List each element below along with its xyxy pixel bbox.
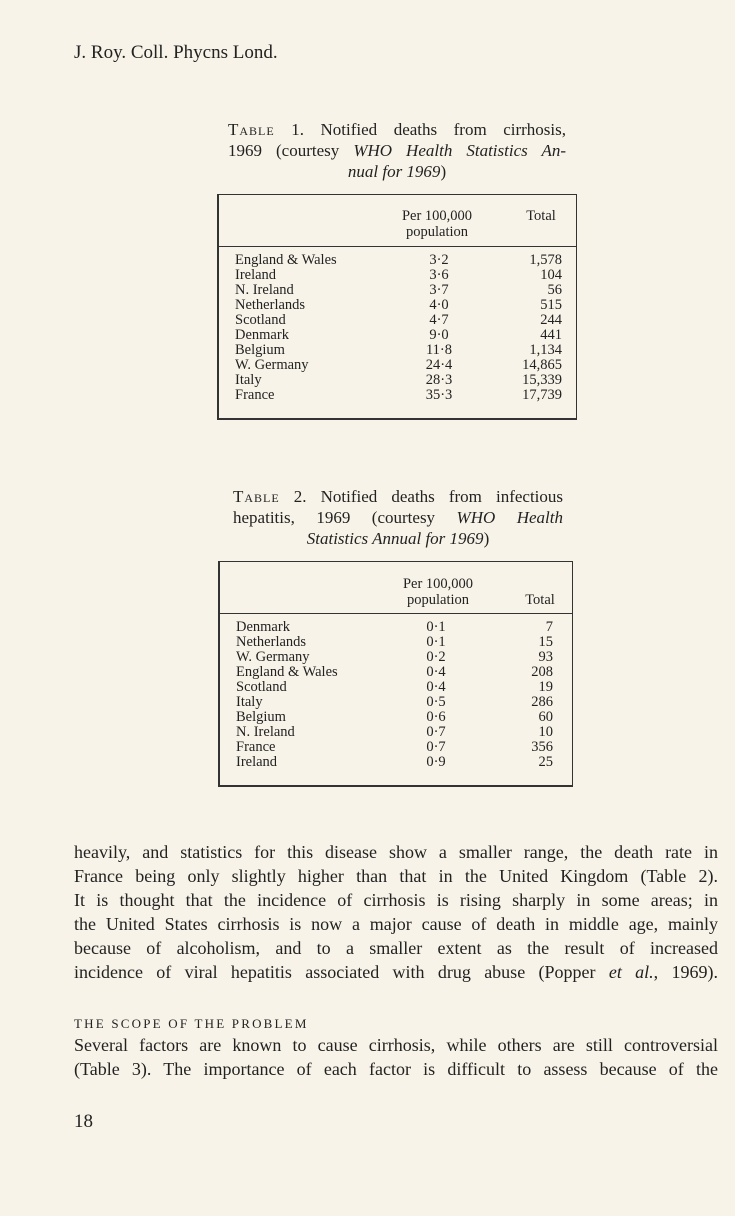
total-cell: 56 — [547, 282, 562, 298]
paragraph-2 — [74, 1033, 718, 1081]
rate-cell: 3·6 — [429, 267, 449, 283]
table-row — [220, 635, 572, 650]
total-cell: 104 — [540, 267, 562, 283]
rate-cell: 3·2 — [429, 252, 449, 268]
country-cell: Scotland — [235, 312, 286, 328]
table1-caption-line2a: 1969 (courtesy — [228, 141, 340, 160]
rate-cell: 3·7 — [429, 282, 449, 298]
rate-cell: 0·2 — [426, 649, 446, 665]
rate-cell: 0·1 — [426, 634, 446, 650]
text-line: the United States cirrhosis is now a major cause of death in middle age, mainly — [74, 914, 718, 934]
total-cell: 208 — [531, 664, 553, 680]
table1-caption — [228, 119, 566, 182]
country-cell: England & Wales — [236, 664, 338, 680]
total-cell: 14,865 — [522, 357, 562, 373]
rate-cell: 4·7 — [429, 312, 449, 328]
page-number: 18 — [74, 1111, 93, 1132]
country-cell: Scotland — [236, 679, 287, 695]
table2-caption — [233, 486, 563, 549]
table2-caption-source-cont: Statistics Annual for 1969 — [306, 529, 484, 548]
total-cell: 356 — [531, 739, 553, 755]
paragraph-1-last-line-a: incidence of viral hepatitis associated with drug abuse (Popper — [74, 962, 596, 982]
country-cell: N. Ireland — [235, 282, 294, 298]
table-row — [219, 298, 576, 313]
paragraph-1-last-line — [74, 960, 718, 984]
paragraph-1-last-line-b: , 1969). — [653, 962, 718, 982]
country-cell: W. Germany — [235, 357, 309, 373]
table2-header-rate-line1: Per 100,000 — [402, 576, 474, 592]
running-head: J. Roy. Coll. Phycns Lond. — [74, 42, 278, 63]
table2-body — [220, 620, 572, 770]
table1-caption-close: ) — [440, 162, 447, 181]
table1-caption-source: WHO Health Statistics An- — [353, 141, 566, 160]
rate-cell: 4·0 — [429, 297, 449, 313]
rate-cell: 9·0 — [429, 327, 449, 343]
text-line: It is thought that the incidence of cirrhosis is rising sharply in some areas; in — [74, 890, 718, 910]
country-cell: W. Germany — [236, 649, 310, 665]
country-cell: Ireland — [236, 754, 278, 770]
text-line: (Table 3). The importance of each factor is difficult to assess because of the — [74, 1059, 718, 1079]
country-cell: Netherlands — [236, 634, 307, 650]
country-cell: Ireland — [235, 267, 277, 283]
table1-header-rate-line2: population — [405, 224, 469, 240]
total-cell: 19 — [538, 679, 553, 695]
table-row — [220, 740, 572, 755]
total-cell: 10 — [538, 724, 553, 740]
table2-caption-number: 2. — [293, 487, 307, 506]
text-line: heavily, and statistics for this disease show a smaller range, the death rate in — [74, 842, 718, 862]
total-cell: 93 — [538, 649, 553, 665]
table1-header — [219, 195, 576, 247]
table-row — [219, 283, 576, 298]
rate-cell: 28·3 — [425, 372, 453, 388]
country-cell: Belgium — [235, 342, 285, 358]
rate-cell: 0·4 — [426, 664, 446, 680]
table2-caption-label: Table — [233, 487, 280, 506]
country-cell: Denmark — [235, 327, 289, 343]
country-cell: Denmark — [236, 619, 290, 635]
rate-cell: 24·4 — [425, 357, 453, 373]
rate-cell: 35·3 — [425, 387, 453, 403]
table-row — [220, 755, 572, 770]
table-row — [220, 725, 572, 740]
rate-cell: 0·9 — [426, 754, 446, 770]
table2 — [218, 561, 573, 787]
table-row — [219, 343, 576, 358]
table1-caption-source-cont: nual for 1969 — [347, 162, 441, 181]
table-row — [219, 253, 576, 268]
text-line: because of alcoholism, and to a smaller extent as the result of increased — [74, 938, 718, 958]
total-cell: 15 — [538, 634, 553, 650]
table2-header — [220, 562, 572, 614]
table-row — [219, 268, 576, 283]
table-row — [220, 680, 572, 695]
country-cell: Belgium — [236, 709, 286, 725]
table2-header-rate — [390, 576, 486, 608]
rate-cell: 0·7 — [426, 724, 446, 740]
table-row — [220, 650, 572, 665]
country-cell: Netherlands — [235, 297, 306, 313]
table1-caption-number: 1. — [291, 120, 304, 139]
table-row — [220, 665, 572, 680]
total-cell: 25 — [538, 754, 553, 770]
total-cell: 515 — [540, 297, 562, 313]
table2-header-total: Total — [525, 592, 555, 608]
rate-cell: 0·1 — [426, 619, 446, 635]
rate-cell: 11·8 — [425, 342, 453, 358]
table-row — [220, 695, 572, 710]
table-row — [219, 313, 576, 328]
table1-header-rate — [391, 208, 483, 240]
paragraph-1 — [74, 840, 718, 984]
table1-caption-line1: Notified deaths from cirrhosis, — [320, 120, 567, 139]
table1-header-total: Total — [526, 208, 556, 224]
table-row — [219, 373, 576, 388]
total-cell: 1,134 — [529, 342, 562, 358]
rate-cell: 0·5 — [426, 694, 446, 710]
table2-caption-line2a: hepatitis, 1969 (courtesy — [233, 508, 436, 527]
total-cell: 17,739 — [522, 387, 562, 403]
rate-cell: 0·7 — [426, 739, 446, 755]
text-line: Several factors are known to cause cirrhosis, while others are still controversial — [74, 1035, 718, 1055]
country-cell: France — [235, 387, 275, 403]
table2-caption-source: WHO Health — [456, 508, 564, 527]
country-cell: N. Ireland — [236, 724, 295, 740]
table1-body — [219, 253, 576, 403]
table1-caption-label: Table — [228, 120, 275, 139]
citation-et-al: et al. — [608, 962, 654, 982]
table-row — [219, 328, 576, 343]
table2-caption-line1: Notified deaths from infectious — [320, 487, 564, 506]
total-cell: 60 — [538, 709, 553, 725]
total-cell: 441 — [540, 327, 562, 343]
total-cell: 7 — [545, 619, 553, 635]
country-cell: Italy — [236, 694, 263, 710]
table-row — [220, 620, 572, 635]
text-line: France being only slightly higher than that in the United Kingdom (Table 2). — [74, 866, 718, 886]
rate-cell: 0·4 — [426, 679, 446, 695]
table-row — [220, 710, 572, 725]
table1 — [217, 194, 577, 420]
total-cell: 15,339 — [522, 372, 562, 388]
rate-cell: 0·6 — [426, 709, 446, 725]
table1-header-rate-line1: Per 100,000 — [401, 208, 473, 224]
total-cell: 244 — [540, 312, 562, 328]
table2-caption-close: ) — [483, 529, 490, 548]
table2-header-rate-line2: population — [406, 592, 470, 608]
country-cell: England & Wales — [235, 252, 337, 268]
table-row — [219, 358, 576, 373]
total-cell: 1,578 — [529, 252, 562, 268]
country-cell: France — [236, 739, 276, 755]
section-heading: THE SCOPE OF THE PROBLEM — [74, 1016, 309, 1031]
table-row — [219, 388, 576, 403]
country-cell: Italy — [235, 372, 262, 388]
total-cell: 286 — [531, 694, 553, 710]
